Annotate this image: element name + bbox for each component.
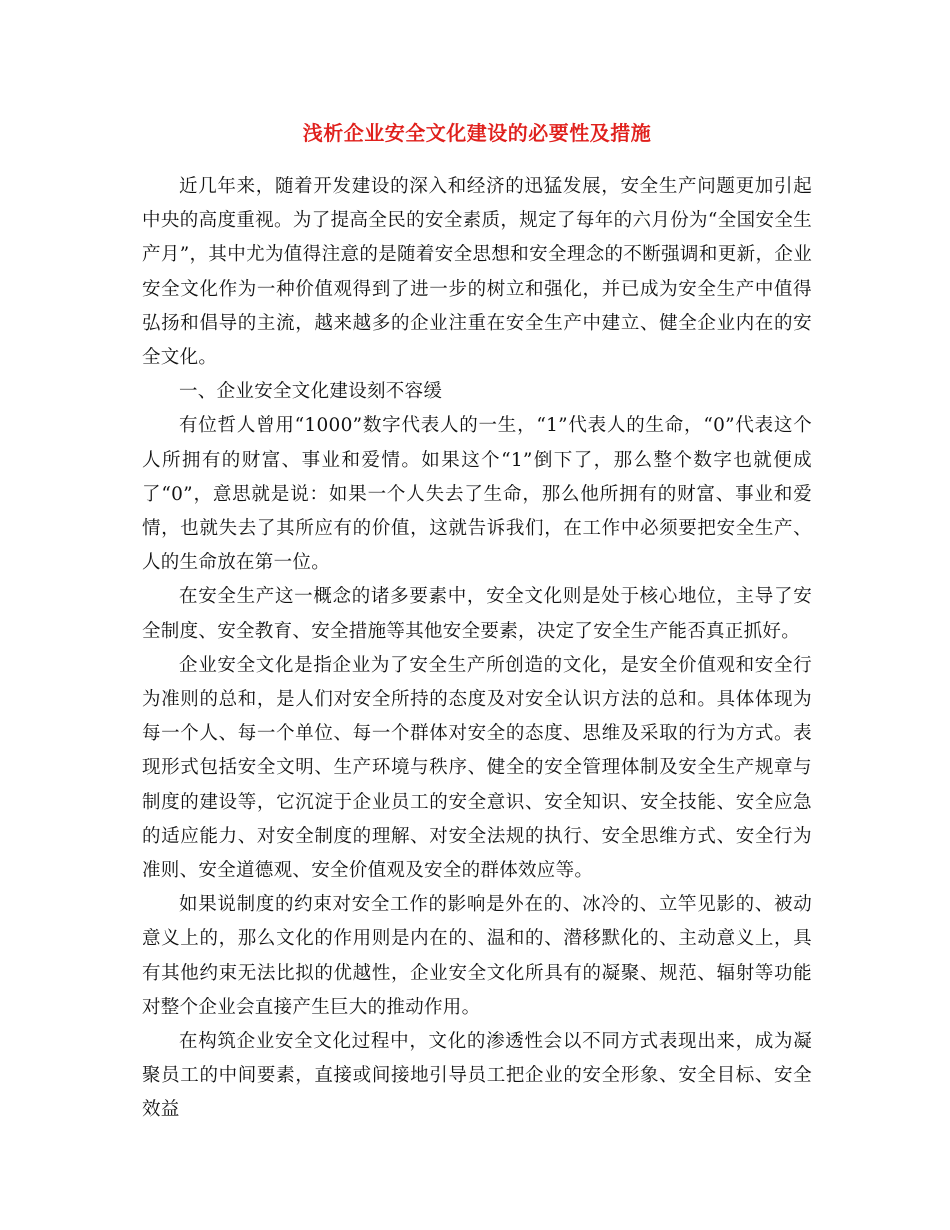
document-title: 浅析企业安全文化建设的必要性及措施	[302, 121, 652, 145]
paragraph-philosopher: 有位哲人曾用“1000”数字代表人的一生，“1”代表人的生命，“0”代表这个人所拥有的财富、事业和爱情。如果这个“1”倒下了，那么整个数字也就便成了“0”，意思就是说：如果一个人失去了生命，那么他所拥有的财富、事业和爱情，也就失去了其所应有的价值，这就告诉我们，在工作中必须要把安全生产、人的生命放在第一位。	[142, 415, 812, 574]
section-heading-1: 一、企业安全文化建设刻不容缓	[179, 381, 443, 403]
paragraph-intro: 近几年来，随着开发建设的深入和经济的迅猛发展，安全生产问题更加引起中央的高度重视。为了提高全民的安全素质，规定了每年的六月份为“全国安全生产月”，其中尤为值得注意的是随着安全思想和安全理念的不断强调和更新，企业安全文化作为一种价值观得到了进一步的树立和强化，并已成为安全生产中值得弘扬和倡导的主流，越来越多的企业注重在安全生产中建立、健全企业内在的安全文化。	[142, 176, 812, 369]
document-body	[142, 118, 812, 1128]
paragraph-core-elements: 在安全生产这一概念的诸多要素中，安全文化则是处于核心地位，主导了安全制度、安全教育、安全措施等其他安全要素，决定了安全生产能否真正抓好。	[142, 586, 812, 642]
paragraph-definition: 企业安全文化是指企业为了安全生产所创造的文化，是安全价值观和安全行为准则的总和，是人们对安全所持的态度及对安全认识方法的总和。具体体现为每一个人、每一个单位、每一个群体对安全的态度、思维及采取的行为方式。表现形式包括安全文明、生产环境与秩序、健全的安全管理体制及安全生产规章与制度的建设等，它沉淀于企业员工的安全意识、安全知识、安全技能、安全应急的适应能力、对安全制度的理解、对安全法规的执行、安全思维方式、安全行为准则、安全道德观、安全价值观及安全的群体效应等。	[142, 654, 812, 882]
paragraph-permeability: 在构筑企业安全文化过程中，文化的渗透性会以不同方式表现出来，成为凝聚员工的中间要素，直接或间接地引导员工把企业的安全形象、安全目标、安全效益	[142, 1031, 812, 1121]
paragraph-comparison: 如果说制度的约束对安全工作的影响是外在的、冰冷的、立竿见影的、被动意义上的，那么文化的作用则是内在的、温和的、潜移默化的、主动意义上，具有其他约束无法比拟的优越性，企业安全文化所具有的凝聚、规范、辐射等功能对整个企业会直接产生巨大的推动作用。	[142, 894, 812, 1018]
